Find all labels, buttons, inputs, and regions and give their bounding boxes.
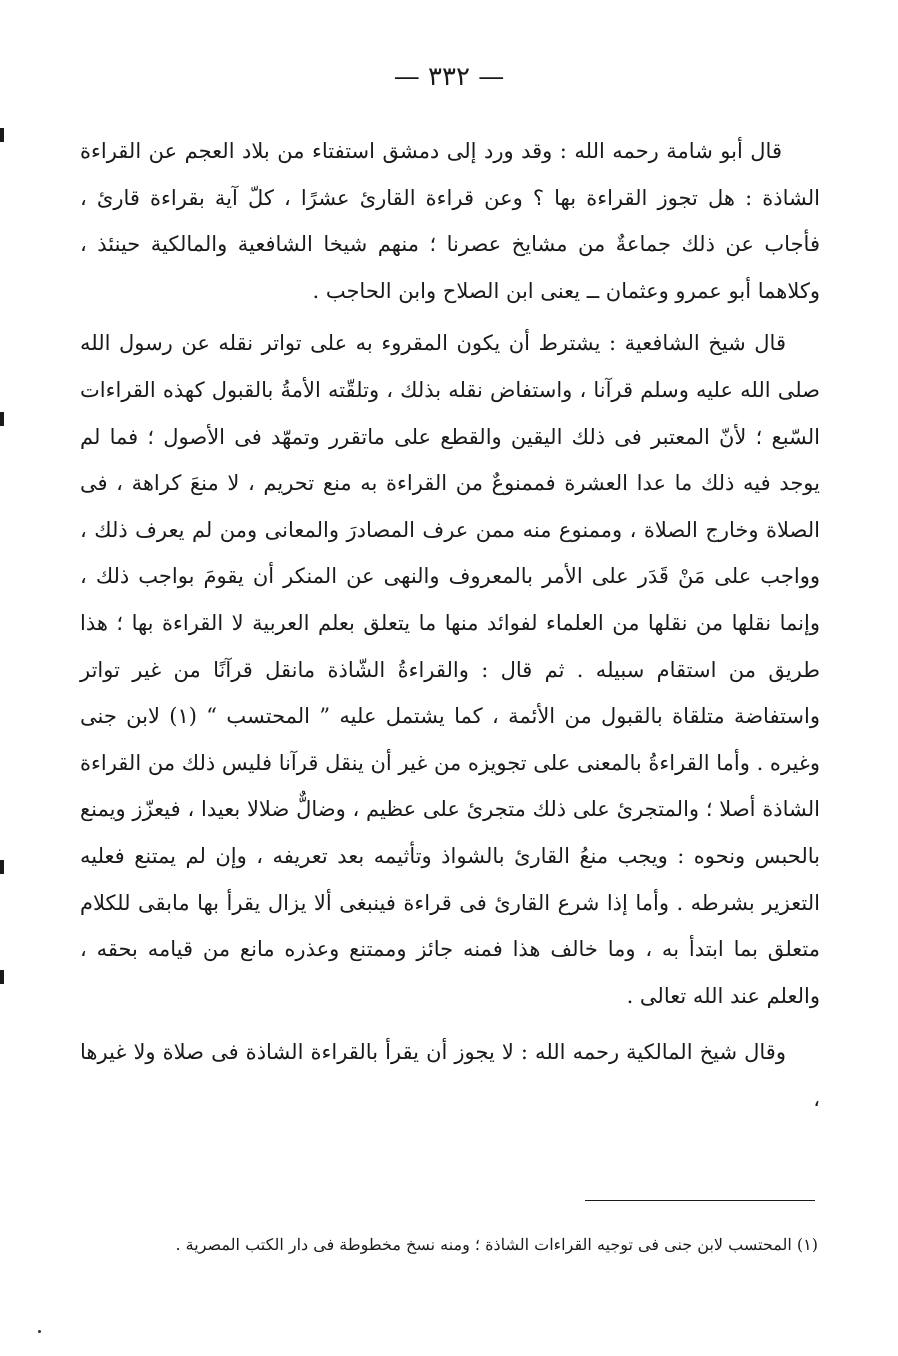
paragraph-maliki-sheikh: وقال شيخ المالكية رحمه الله : لا يجوز أن يقرأ بالقراءة الشاذة فى صلاة ولا غيرها ،: [80, 1040, 820, 1111]
footnote-divider: [585, 1200, 815, 1201]
scan-edge-mark: [0, 128, 4, 142]
paragraph-abu-shama: قال أبو شامة رحمه الله : وقد ورد إلى دمشق استفتاء من بلاد العجم عن القراءة الشاذة : هل تجوز القراءة بها ؟ وعن قراءة القارئ عشرًا ، كلّ آية بقراءة قارئ ، فأجاب عن ذلك جماعةٌ من مشايخ عصرنا ؛ منهم شيخا الشافعية والمالكية حينئذ ، وكلاهما أبو عمرو وعثمان ــ يعنى ابن الصلاح وابن الحاجب .: [80, 139, 820, 303]
scan-speck: [38, 1330, 41, 1333]
scan-edge-mark: [0, 970, 4, 984]
footnote: (١) المحتسب لابن جنى فى توجيه القراءات الشاذة ؛ ومنه نسخ مخطوطة فى دار الكتب المصرية .: [175, 1235, 818, 1254]
page-number: — ٣٣٢ —: [393, 62, 505, 92]
main-text: [80, 128, 820, 1122]
paragraph-shafii-sheikh: قال شيخ الشافعية : يشترط أن يكون المقروء به على تواتر نقله عن رسول الله صلى الله عليه وسلم قرآنا ، واستفاض نقله بذلك ، وتلقّته الأمةُ بالقبول كهذه القراءات السّبع ؛ لأنّ المعتبر فى ذلك اليقين والقطع على ماتقرر وتمهّد فى الأصول ؛ فما لم يوجد فيه ذلك ما عدا العشرة فممنوعٌ من القراءة به منع تحريم ، لا منعَ كراهة ، فى الصلاة وخارج الصلاة ، وممنوع منه ممن عرف المصادرَ والمعانى ومن لم يعرف ذلك ، وواجب على مَنْ قَدَر على الأمر بالمعروف والنهى عن المنكر أن يقومَ بواجب ذلك ، وإنما نقلها من نقلها من العلماء لفوائد منها ما يتعلق بعلم العربية لا القراءة بها ؛ هذا طريق من استقام سبيله . ثم قال : والقراءةُ الشّاذة مانقل قرآنًا من غير تواتر واستفاضة متلقاة بالقبول من الأئمة ، كما يشتمل عليه ” المحتسب “ (١) لابن جنى وغيره . وأما القراءةُ بالمعنى على تجويزه من غير أن ينقل قرآنا فليس ذلك من القراءة الشاذة أصلا ؛ والمتجرئ على ذلك متجرئ على عظيم ، وضالٌّ ضلالا بعيدا ، فيعزّز ويمنع بالحبس ونحوه : ويجب منعُ القارئ بالشواذ وتأثيمه بعد تعريفه ، وإن لم يمتنع فعليه التعزير بشرطه . وأما إذا شرع القارئ فى قراءة فينبغى ألا يزال يقرأ بها مابقى للكلام متعلق بما ابتدأ به ، وما خالف هذا فمنه جائز وممتنع وعذره مانع من قيامه بحقه ، والعلم عند الله تعالى .: [80, 331, 820, 1008]
scan-edge-mark: [0, 860, 4, 874]
scan-edge-mark: [0, 412, 4, 426]
